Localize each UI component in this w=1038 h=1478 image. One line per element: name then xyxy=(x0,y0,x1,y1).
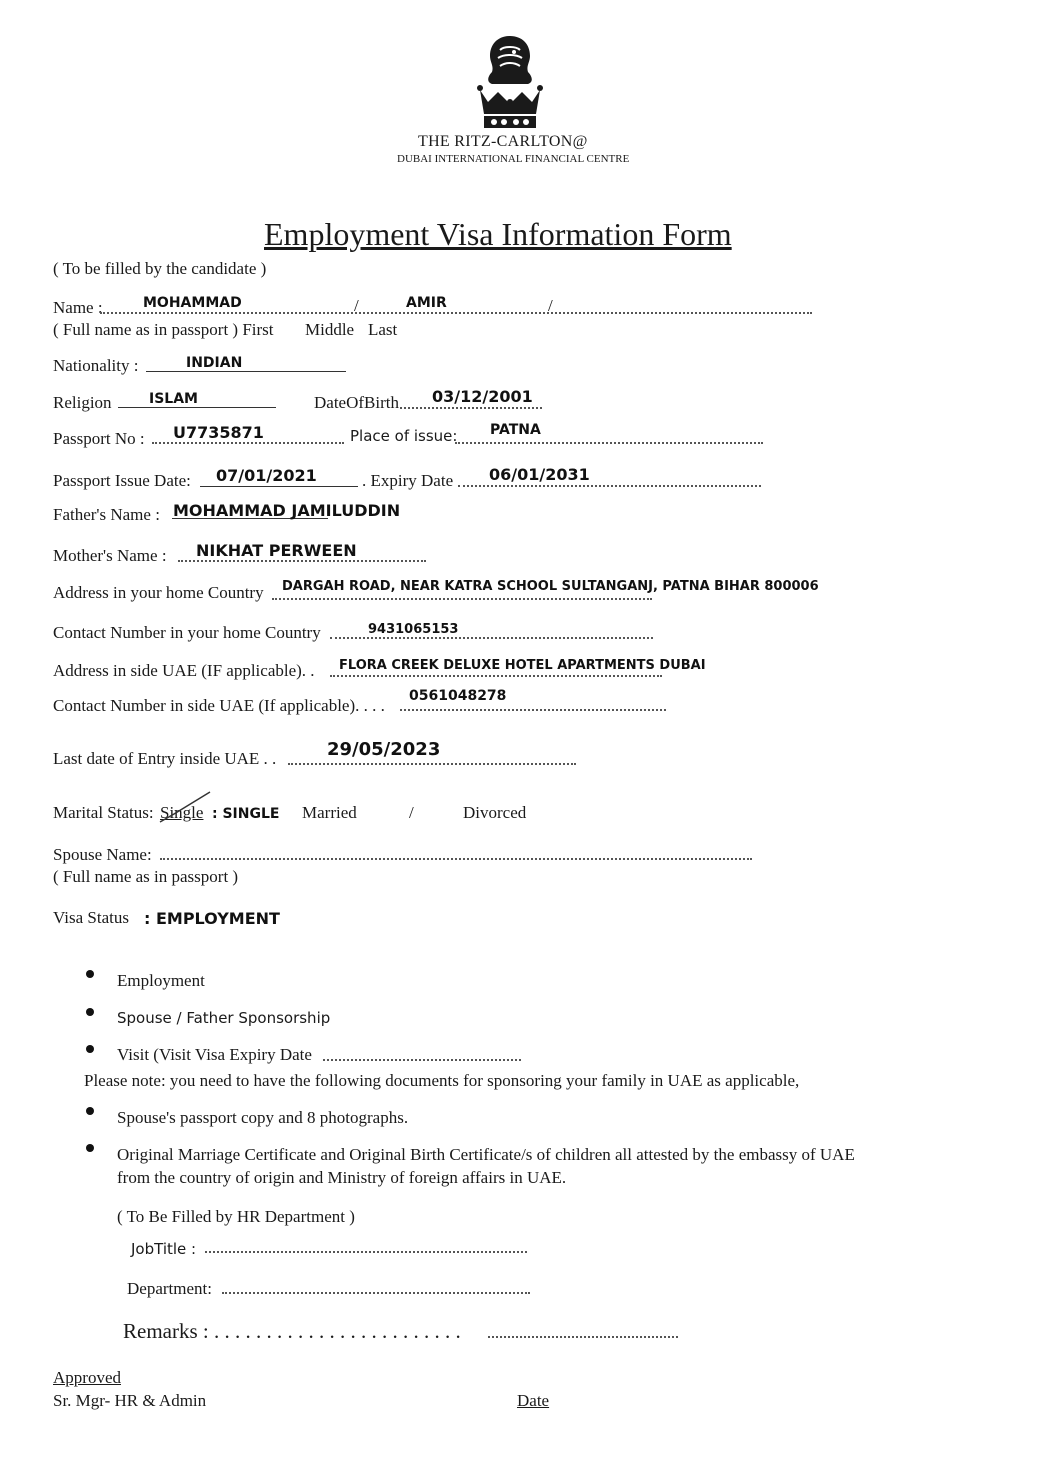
nationality-field-line[interactable] xyxy=(146,371,346,372)
uae-contact-field-line[interactable] xyxy=(400,709,666,711)
form-title: Employment Visa Information Form xyxy=(264,216,732,252)
religion-value: ISLAM xyxy=(149,391,198,407)
document-item-passport: Spouse's passport copy and 8 photographs. xyxy=(117,1108,409,1127)
name-label: Name : xyxy=(53,298,103,317)
marital-value: : SINGLE xyxy=(212,806,280,822)
marital-option-divorced[interactable]: Divorced xyxy=(463,803,527,822)
last-entry-field-line[interactable] xyxy=(288,763,576,765)
first-name-value: MOHAMMAD xyxy=(143,295,242,311)
bullet-icon xyxy=(86,1008,94,1016)
bullet-icon xyxy=(86,1144,94,1152)
uae-contact-label: Contact Number in side UAE (If applicable). . . . xyxy=(53,696,385,715)
brand-name: THE RITZ-CARLTON@ xyxy=(418,133,588,150)
religion-field-line[interactable] xyxy=(118,407,276,408)
name-hint: ( Full name as in passport ) First xyxy=(53,320,274,339)
name-field-line[interactable] xyxy=(100,312,812,314)
dob-label: DateOfBirth xyxy=(314,393,399,412)
visa-option-visit[interactable]: Visit (Visit Visa Expiry Date xyxy=(117,1045,312,1064)
remarks-label: Remarks : . . . . . . . . . . . . . . . . . . . . . . . . xyxy=(123,1319,461,1343)
issue-date-field-line[interactable] xyxy=(200,486,358,487)
dob-value: 03/12/2001 xyxy=(432,387,533,406)
marital-label: Marital Status: xyxy=(53,803,154,822)
visa-option-sponsorship[interactable]: Spouse / Father Sponsorship xyxy=(117,1009,331,1027)
visa-status-label: Visa Status xyxy=(53,908,129,927)
job-title-label: JobTitle : xyxy=(131,1240,197,1258)
name-hint-middle: Middle xyxy=(305,320,355,339)
expiry-date-value: 06/01/2031 xyxy=(489,465,590,484)
marital-option-married[interactable]: Married xyxy=(302,803,357,822)
home-contact-field-line[interactable] xyxy=(330,637,653,639)
uae-address-value: FLORA CREEK DELUXE HOTEL APARTMENTS DUBAI xyxy=(339,658,706,673)
department-field-line[interactable] xyxy=(222,1292,530,1294)
place-of-issue-value: PATNA xyxy=(490,422,541,438)
document-item-certificates: Original Marriage Certificate and Original Birth Certificate/s of children all attested by the embassy of UAE xyxy=(117,1145,855,1164)
mother-name-label: Mother's Name : xyxy=(53,546,167,565)
name-hint-last: Last xyxy=(368,320,398,339)
job-title-field-line[interactable] xyxy=(205,1251,527,1253)
remarks-field-line[interactable] xyxy=(488,1336,678,1338)
brand-location: DUBAI INTERNATIONAL FINANCIAL CENTRE xyxy=(397,153,630,165)
visa-option-employment[interactable]: Employment xyxy=(117,971,205,990)
spouse-name-field-line[interactable] xyxy=(160,858,752,860)
issue-date-label: Passport Issue Date: xyxy=(53,471,191,490)
nationality-value: INDIAN xyxy=(186,355,243,371)
bullet-icon xyxy=(86,1045,94,1053)
home-contact-label: Contact Number in your home Country xyxy=(53,623,321,642)
uae-address-label: Address in side UAE (IF applicable). . xyxy=(53,661,315,680)
hr-section-heading: ( To Be Filled by HR Department ) xyxy=(117,1207,355,1226)
check-mark-icon xyxy=(158,790,214,826)
place-of-issue-label: Place of issue: xyxy=(350,427,458,445)
religion-label: Religion xyxy=(53,393,112,412)
bullet-icon xyxy=(86,1107,94,1115)
name-separator: / xyxy=(354,296,359,315)
spouse-name-hint: ( Full name as in passport ) xyxy=(53,867,239,886)
date-label: Date xyxy=(517,1391,550,1410)
signatory-label: Sr. Mgr- HR & Admin xyxy=(53,1391,207,1410)
marital-separator: / xyxy=(409,803,414,822)
dob-field-line[interactable] xyxy=(400,407,542,409)
documents-note: Please note: you need to have the following documents for sponsoring your family in UAE as applicable, xyxy=(84,1071,800,1090)
name-separator: / xyxy=(548,296,553,315)
place-of-issue-field-line[interactable] xyxy=(455,442,763,444)
expiry-date-field-line[interactable] xyxy=(458,485,761,487)
home-address-label: Address in your home Country xyxy=(53,583,264,602)
approved-label: Approved xyxy=(53,1368,121,1387)
passport-no-field-line[interactable] xyxy=(152,442,344,444)
bullet-icon xyxy=(86,970,94,978)
marital-option-single[interactable]: Single xyxy=(160,803,204,822)
last-entry-value: 29/05/2023 xyxy=(327,739,441,760)
passport-no-value: U7735871 xyxy=(173,423,264,442)
visa-status-value: : EMPLOYMENT xyxy=(144,909,280,928)
visit-expiry-field-line[interactable] xyxy=(323,1059,521,1061)
document-item-certificates-cont: from the country of origin and Ministry of foreign affairs in UAE. xyxy=(117,1168,567,1187)
home-address-value: DARGAH ROAD, NEAR KATRA SCHOOL SULTANGANJ, PATNA BIHAR 800006 xyxy=(282,579,819,594)
spouse-name-label: Spouse Name: xyxy=(53,845,152,864)
form-instruction: ( To be filled by the candidate ) xyxy=(53,259,267,278)
department-label: Department: xyxy=(127,1279,212,1298)
issue-date-value: 07/01/2021 xyxy=(216,466,317,485)
middle-name-value: AMIR xyxy=(406,295,447,311)
father-name-label: Father's Name : xyxy=(53,505,160,524)
expiry-date-label: . Expiry Date xyxy=(362,471,454,490)
mother-name-field-line[interactable] xyxy=(178,560,426,562)
passport-no-label: Passport No : xyxy=(53,429,145,448)
home-contact-value: 9431065153 xyxy=(368,622,459,637)
mother-name-value: NIKHAT PERWEEN xyxy=(196,541,357,560)
lion-crown-logo xyxy=(470,32,550,132)
uae-address-field-line[interactable] xyxy=(330,675,662,677)
uae-contact-value: 0561048278 xyxy=(409,688,507,704)
last-entry-label: Last date of Entry inside UAE . . xyxy=(53,749,277,768)
father-name-value: MOHAMMAD JAMILUDDIN xyxy=(173,501,401,520)
home-address-field-line[interactable] xyxy=(272,598,652,600)
nationality-label: Nationality : xyxy=(53,356,139,375)
